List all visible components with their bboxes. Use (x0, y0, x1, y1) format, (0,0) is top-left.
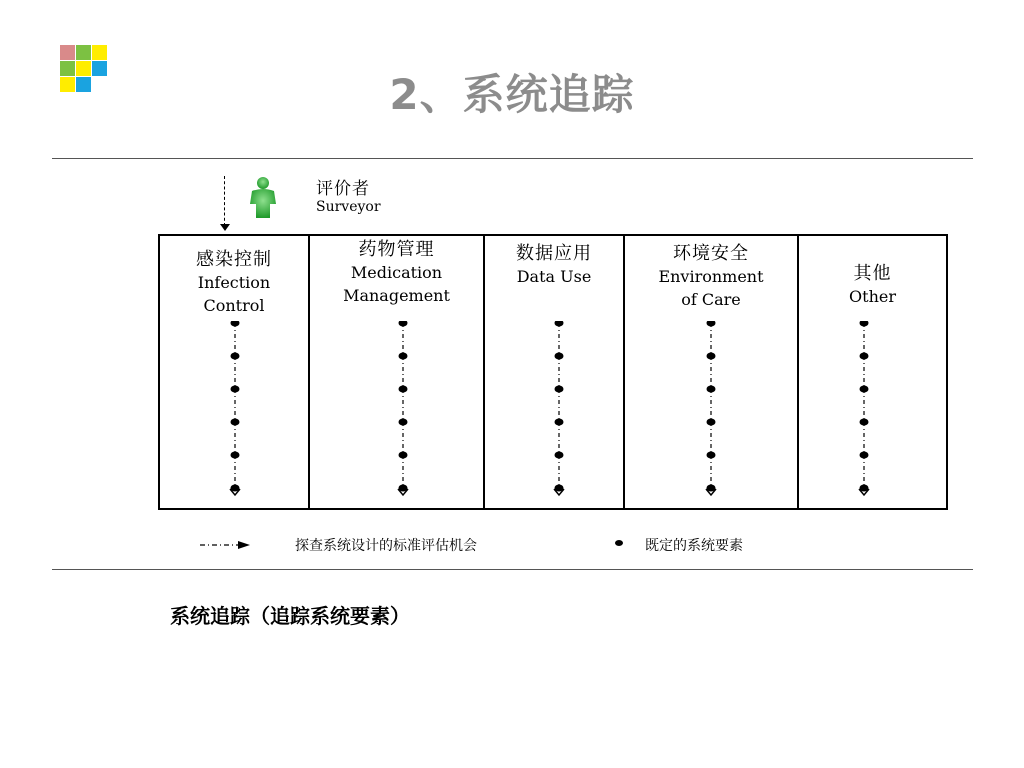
column-header-zh: 数据应用 (516, 243, 592, 264)
system-element-dot (860, 419, 869, 426)
system-element-dot (707, 419, 716, 426)
legend-dot-text: 既定的系统要素 (645, 538, 743, 554)
column-header (799, 262, 946, 308)
logo-square (92, 45, 107, 60)
column-header-en: Environment (658, 267, 764, 286)
system-element-dot (399, 321, 408, 327)
column-other (799, 236, 946, 508)
tracer-track (704, 321, 718, 501)
page-title: 2、系统追踪 (389, 70, 635, 119)
system-element-dot (707, 321, 716, 327)
system-element-dot (399, 419, 408, 426)
column-header (160, 248, 308, 317)
system-element-dot (231, 452, 240, 459)
system-element-dot (860, 353, 869, 360)
system-element-dot (555, 386, 564, 393)
column-environment-of-care (625, 236, 799, 508)
system-element-dot (860, 321, 869, 327)
system-element-dot (707, 452, 716, 459)
column-header-en: Infection (197, 273, 271, 292)
column-header (625, 242, 797, 311)
column-header-en: Control (203, 296, 265, 315)
column-header-en: Medication (350, 263, 443, 282)
system-element-dot (555, 452, 564, 459)
top-divider (52, 158, 973, 159)
tracer-track (857, 321, 871, 501)
slide-subtitle: 系统追踪（追踪系统要素） (170, 604, 410, 628)
surveyor-arrow (224, 176, 225, 226)
system-element-dot (399, 452, 408, 459)
column-header (310, 238, 483, 307)
column-header-en: Other (849, 287, 896, 306)
system-element-dot (707, 386, 716, 393)
system-element-dot (860, 452, 869, 459)
bottom-divider (52, 569, 973, 570)
column-header-en: of Care (681, 290, 741, 309)
system-element-dot (231, 386, 240, 393)
system-element-dot (231, 419, 240, 426)
legend-arrow-icon (200, 539, 252, 551)
person-icon (246, 176, 280, 218)
surveyor-label-zh: 评价者 (316, 179, 370, 199)
legend-arrow-text: 探查系统设计的标准评估机会 (295, 538, 477, 554)
column-header-zh: 药物管理 (358, 239, 435, 260)
system-element-dot (231, 321, 240, 327)
column-header-zh: 其他 (853, 263, 892, 284)
tracer-track (228, 321, 242, 501)
column-data-use (485, 236, 625, 508)
surveyor-label (316, 180, 381, 216)
column-header-en: Management (343, 286, 450, 305)
column-header-zh: 环境安全 (673, 243, 749, 264)
system-element-dot (399, 353, 408, 360)
column-medication-management (310, 236, 485, 508)
system-element-dot (860, 386, 869, 393)
logo-square (60, 45, 75, 60)
system-element-dot (399, 386, 408, 393)
arrowhead-icon (220, 224, 230, 231)
system-element-dot (707, 353, 716, 360)
logo-square (76, 45, 91, 60)
system-element-dot (555, 321, 564, 327)
system-element-dot (231, 353, 240, 360)
column-header (485, 242, 623, 288)
column-header-en: Data Use (516, 267, 592, 286)
system-tracer-table (158, 234, 948, 510)
system-element-dot (555, 419, 564, 426)
column-header-zh: 感染控制 (196, 249, 272, 270)
column-infection-control (160, 236, 310, 508)
legend-dot-icon (614, 538, 624, 548)
tracer-track (396, 321, 410, 501)
surveyor-label-en: Surveyor (316, 199, 381, 215)
tracer-track (552, 321, 566, 501)
system-element-dot (555, 353, 564, 360)
